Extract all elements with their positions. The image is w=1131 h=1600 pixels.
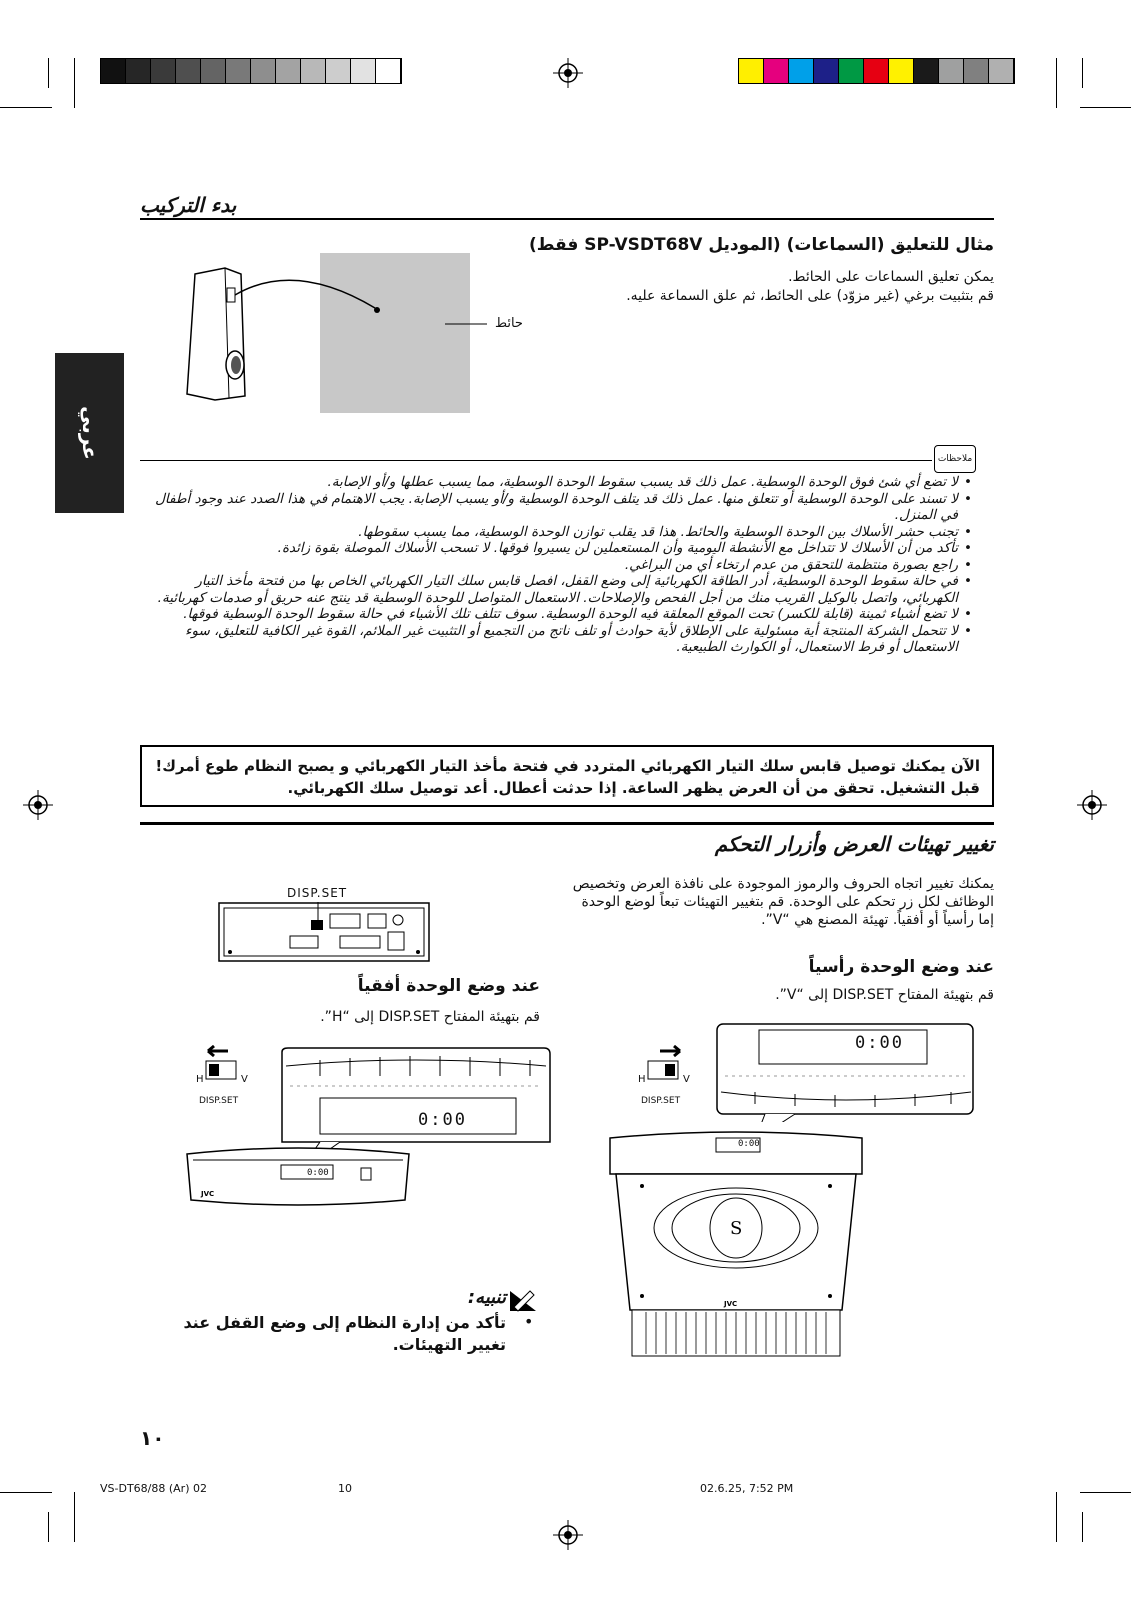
notes-label: ملاحظات bbox=[937, 454, 973, 464]
clock-display: 0:00 bbox=[418, 1110, 467, 1130]
section-rule bbox=[140, 218, 994, 220]
section-title: بدء التركيب bbox=[140, 193, 237, 217]
svg-text:JVC: JVC bbox=[201, 1190, 215, 1198]
calibration-swatch bbox=[176, 59, 201, 83]
crop-mark bbox=[1080, 1492, 1131, 1493]
caution-pencil-icon bbox=[508, 1287, 538, 1313]
note-item: • لا تتحمل الشركة المنتجة أية مسئولية على الإطلاق لأية حوادث أو تلف ناتج من التجميع أو التثبيت غير الملائم، القوة غير الكافية للتعليق، سوء الاستعمال أو فرط الاستعمال، أو الكوارث الطبيعية. bbox=[140, 623, 958, 656]
note-item: • تجنب حشر الأسلاك بين الوحدة الوسطية والحائط. هذا قد يقلب توازن الوحدة الوسطية، مما يسبب سقوطها. bbox=[140, 524, 958, 541]
crop-mark bbox=[1056, 1492, 1057, 1542]
warning-line-2: قبل التشغيل. تحقق من أن العرض يظهر الساعة. إذا حدثت أعطال. أعد توصيل سلك الكهربائي. bbox=[287, 779, 980, 797]
notes-list bbox=[140, 474, 974, 656]
switch-h-label: H bbox=[196, 1074, 204, 1085]
crop-mark bbox=[1056, 58, 1057, 108]
dispset-label: DISP.SET bbox=[287, 886, 348, 900]
calibration-swatch bbox=[251, 59, 276, 83]
grayscale-calibration-bar bbox=[100, 58, 402, 84]
display-section-title: تغيير تهيئات العرض وأزرار التحكم bbox=[714, 832, 994, 856]
notes-icon bbox=[934, 445, 976, 473]
clock-display-small: 0:00 bbox=[738, 1139, 760, 1149]
horizontal-text: قم بتهيئة المفتاح DISP.SET إلى “H”. bbox=[320, 1009, 540, 1025]
crop-mark bbox=[0, 107, 52, 108]
note-item: • لا تسند على الوحدة الوسطية أو تتعلق منها. عمل ذلك قد يتلف الوحدة الوسطية و/أو يسبب الإصابة. يجب الاهتمام في هذا الصدد عند وجود أطفال في المنزل. bbox=[140, 491, 958, 524]
wall-label: حائط bbox=[495, 316, 523, 331]
section-rule bbox=[140, 822, 994, 825]
footer-date: 02.6.25, 7:52 PM bbox=[700, 1482, 794, 1495]
display-intro-2: الوظائف لكل زر تحكم على الوحدة. قم بتغيير التهيئات تبعاً لوضع الوحدة bbox=[581, 894, 994, 910]
calibration-swatch bbox=[276, 59, 301, 83]
clock-display-small: 0:00 bbox=[307, 1168, 329, 1178]
dispset-label: DISP.SET bbox=[641, 1096, 681, 1106]
calibration-swatch bbox=[839, 59, 864, 83]
caution-title: تنبيه: bbox=[467, 1287, 506, 1308]
crop-mark bbox=[74, 58, 75, 108]
note-item: • في حالة سقوط الوحدة الوسطية، أدر الطاقة الكهربائية إلى وضع القفل، افصل قابس سلك التيار الكهربائي الخاص بها من فتحة مأخذ التيار الكهربائي، واتصل بالوكيل القريب منك من أجل الفحص والإصلاحات. الاستعمال المتواصل للوحدة الوسطية قد ينتج عنه حريق أو صدمات كهربائية. bbox=[140, 573, 958, 606]
page-number: ١٠ bbox=[140, 1426, 165, 1450]
calibration-swatch bbox=[351, 59, 376, 83]
note-item: • تأكد من أن الأسلاك لا تتداخل مع الأنشطة اليومية وأن المستعملين لن يسيروا فوقها. لا تسحب الأسلاك الموصلة بقوة زائدة. bbox=[140, 540, 958, 557]
crop-mark bbox=[48, 1512, 49, 1542]
vertical-heading: عند وضع الوحدة رأسياً bbox=[808, 957, 994, 977]
calibration-swatch bbox=[789, 59, 814, 83]
crop-mark bbox=[1080, 107, 1131, 108]
switch-h-label: H bbox=[638, 1074, 646, 1085]
speaker-wall-illustration bbox=[175, 250, 535, 420]
calibration-swatch bbox=[814, 59, 839, 83]
language-tab bbox=[55, 353, 124, 513]
language-tab-label: عربي bbox=[77, 406, 102, 460]
mount-title: مثال للتعليق (السماعات) (الموديل SP-VSDT68V فقط) bbox=[529, 235, 994, 255]
note-item: • راجع بصورة منتظمة للتحقق من عدم ارتخاء أي من البراغي. bbox=[140, 557, 958, 574]
horizontal-unit-illustration bbox=[183, 1140, 413, 1212]
note-item: • لا تضع أشياء ثمينة (قابلة للكسر) تحت الموقع المعلقة فيه الوحدة الوسطية. سوف تتلف تلك الأشياء في حالة سقوط الوحدة الوسطية فوقها. bbox=[140, 606, 958, 623]
calibration-swatch bbox=[989, 59, 1014, 83]
warning-line-1: الآن يمكنك توصيل قابس سلك التيار الكهربائي المتردد في فتحة مأخذ التيار الكهربائي و يصبح النظام طوع أمرك! bbox=[155, 757, 980, 775]
crop-mark bbox=[1082, 1512, 1083, 1542]
calibration-swatch bbox=[939, 59, 964, 83]
crop-mark bbox=[0, 1492, 52, 1493]
caution-text: تأكد من إدارة النظام إلى وضع القفل عند تغيير التهيئات. bbox=[183, 1313, 506, 1354]
calibration-swatch bbox=[376, 59, 401, 83]
calibration-swatch bbox=[301, 59, 326, 83]
crop-mark bbox=[1082, 58, 1083, 88]
svg-text:JVC: JVC bbox=[724, 1300, 738, 1308]
dispset-label: DISP.SET bbox=[199, 1096, 239, 1106]
calibration-swatch bbox=[914, 59, 939, 83]
mount-text-1: يمكن تعليق السماعات على الحائط. bbox=[788, 269, 994, 285]
footer-page: 10 bbox=[338, 1482, 352, 1495]
calibration-swatch bbox=[101, 59, 126, 83]
switch-v-label: V bbox=[683, 1074, 690, 1085]
color-calibration-bar bbox=[738, 58, 1015, 84]
crop-mark bbox=[74, 1492, 75, 1542]
power-warning-box bbox=[140, 745, 994, 807]
horizontal-heading: عند وضع الوحدة أفقياً bbox=[357, 976, 540, 996]
switch-v-label: V bbox=[241, 1074, 248, 1085]
svg-text:S: S bbox=[730, 1218, 743, 1239]
registration-mark-icon bbox=[1077, 790, 1107, 820]
calibration-swatch bbox=[326, 59, 351, 83]
crop-mark bbox=[48, 58, 49, 88]
registration-mark-icon bbox=[553, 1520, 583, 1550]
registration-mark-icon bbox=[23, 790, 53, 820]
calibration-swatch bbox=[739, 59, 764, 83]
calibration-swatch bbox=[864, 59, 889, 83]
calibration-swatch bbox=[201, 59, 226, 83]
calibration-swatch bbox=[151, 59, 176, 83]
caution-bullet: • bbox=[524, 1312, 534, 1331]
vertical-text: قم بتهيئة المفتاح DISP.SET إلى “V”. bbox=[775, 987, 994, 1003]
switch-h-illustration bbox=[198, 1045, 248, 1095]
display-intro-1: يمكنك تغيير اتجاه الحروف والرموز الموجودة على نافذة العرض وتخصيص bbox=[572, 876, 994, 892]
note-item: • لا تضع أي شئ فوق الوحدة الوسطية. عمل ذلك قد يسبب سقوط الوحدة الوسطية، مما يسبب عطلها و/أو الإصابة. bbox=[140, 474, 958, 491]
calibration-swatch bbox=[226, 59, 251, 83]
display-intro-3: إما رأسياً أو أفقياً. تهيئة المصنع هي “V”. bbox=[761, 912, 994, 928]
notes-rule bbox=[140, 460, 932, 461]
footer-file: VS-DT68/88 (Ar) 02 bbox=[100, 1482, 207, 1495]
rear-panel-illustration bbox=[218, 902, 430, 964]
calibration-swatch bbox=[964, 59, 989, 83]
switch-v-illustration bbox=[640, 1045, 690, 1095]
mount-text-2: قم بتثبيت برغي (غير مزوّد) على الحائط، ثم علق السماعة عليه. bbox=[626, 288, 994, 304]
calibration-swatch bbox=[889, 59, 914, 83]
registration-mark-icon bbox=[553, 58, 583, 88]
calibration-swatch bbox=[126, 59, 151, 83]
clock-display: 0:00 bbox=[855, 1033, 904, 1053]
calibration-swatch bbox=[764, 59, 789, 83]
vertical-panel-zoom bbox=[715, 1022, 977, 1122]
vertical-unit-illustration bbox=[606, 1124, 866, 1360]
